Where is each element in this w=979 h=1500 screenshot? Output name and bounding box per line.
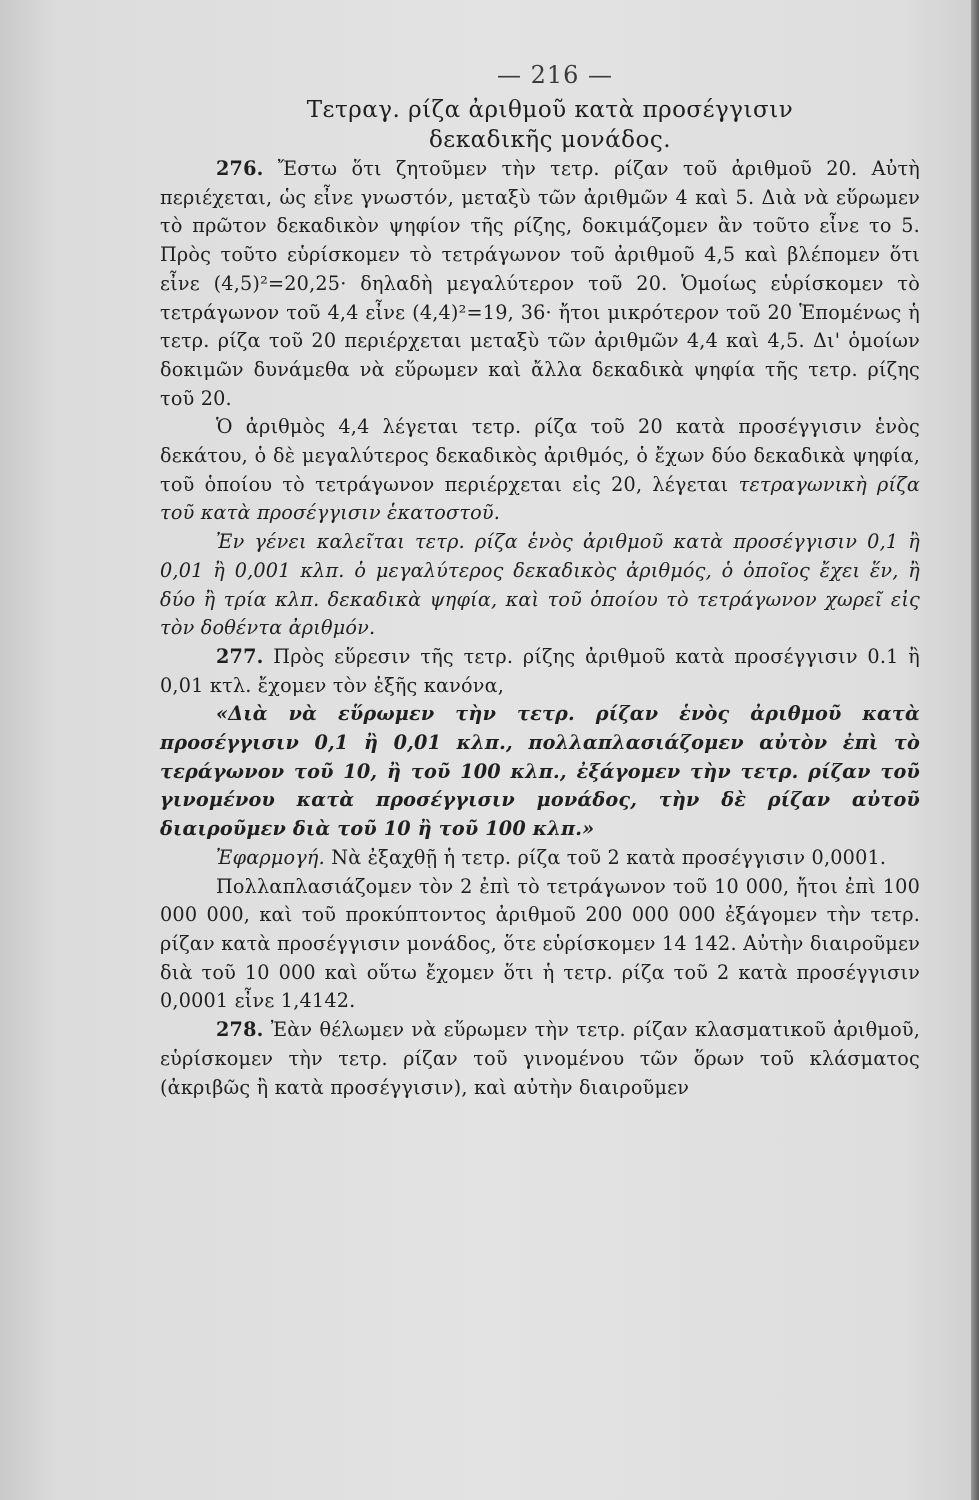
paragraph-277 xyxy=(160,643,920,700)
page-number: — 216 — xyxy=(496,61,614,89)
section-number-276: 276. xyxy=(216,157,264,180)
heading-line-2: δεκαδικῆς μονάδος. xyxy=(428,127,672,153)
page-content xyxy=(160,55,920,1102)
paragraph-276 xyxy=(160,155,920,413)
definition-term: τετραγωνικὴ ρίζα τοῦ κατὰ προσέγγισιν ἑκατοστοῦ. xyxy=(160,472,921,525)
rule-statement: «Διὰ νὰ εὕρωμεν τὴν τετρ. ρίζαν ἑνὸς ἀριθμοῦ κατὰ προσέγγισιν 0,1 ἢ 0,01 κλπ., πολλαπλασιάζομεν αὐτὸν ἐπὶ τὸ τεράγωνον τοῦ 10, ἢ τοῦ 100 κλπ., ἐξάγομεν τὴν τετρ. ρίζαν τοῦ γινομένου κατὰ προσέγγισιν μονάδος, τὴν δὲ ρίζαν αὐτοῦ διαιροῦμεν διὰ τοῦ 10 ἢ τοῦ 100 κλπ.» xyxy=(160,702,920,841)
body-text xyxy=(160,155,920,1102)
paragraph-278 xyxy=(160,1016,920,1102)
solution-paragraph: Πολλαπλασιάζομεν τὸν 2 ἐπὶ τὸ τετράγωνον τοῦ 10 000, ἤτοι ἐπὶ 100 000 000, καὶ τοῦ προκύπτοντος ἀριθμοῦ 200 000 000 ἐξάγομεν τὴν τετρ. ρίζαν κατὰ προσέγγισιν μονάδος, ὅτε εὑρίσκομεν 14 142. Αὐτὴν διαιροῦμεν διὰ τοῦ 10 000 καὶ οὕτω ἔχομεν ὅτι ἡ τετρ. ρίζα τοῦ 2 κατὰ προσέγγισιν 0,0001 εἶνε 1,4142. xyxy=(160,874,920,1013)
paragraph-276-general: Ἐν γένει καλεῖται τετρ. ρίζα ἑνὸς ἀριθμοῦ κατὰ προσέγγισιν 0,1 ἢ 0,01 ἢ 0,001 κλπ. ὁ μεγαλύτερος δεκαδικὸς ἀριθμός, ὁ ὁποῖος ἔχει ἕν, ἢ δύο ἢ τρία κλπ. δεκαδικὰ ψηφία, καὶ τοῦ ὁποίου τὸ τετράγωνον χωρεῖ εἰς τὸν δοθέντα ἀριθμόν. xyxy=(160,530,920,640)
paragraph-277-text: Πρὸς εὕρεσιν τῆς τετρ. ρίζης ἀριθμοῦ κατὰ προσέγγισιν 0.1 ἢ 0,01 κτλ. ἔχομεν τὸν ἑξῆς κανόνα, xyxy=(160,644,920,697)
section-heading xyxy=(180,95,920,155)
paragraph-278-text: Ἐὰν θέλωμεν νὰ εὕρωμεν τὴν τετρ. ρίζαν κλασματικοῦ ἀριθμοῦ, εὑρίσκομεν τὴν τετρ. ρίζαν τοῦ γινομένου τῶν ὅρων τοῦ κλάσματος (ἀκριβῶς ἢ κατὰ προσέγγισιν), καὶ αὐτὴν διαιροῦμεν xyxy=(160,1018,920,1099)
application-text: Νὰ ἐξαχθῇ ἡ τετρ. ρίζα τοῦ 2 κατὰ προσέγγισιν 0,0001. xyxy=(324,845,887,869)
paragraph-276-definition xyxy=(160,413,920,528)
section-number-277: 277. xyxy=(216,644,264,668)
heading-line-1: Τετραγ. ρίζα ἀριθμοῦ κατὰ προσέγγισιν xyxy=(306,97,794,123)
page-edge-shadow xyxy=(971,0,979,1500)
paragraph-276-text: Ἔστω ὅτι ζητοῦμεν τὴν τετρ. ρίζαν τοῦ ἀριθμοῦ 20. Αὐτὴ περιέχεται, ὡς εἶνε γνωστόν, μεταξὺ τῶν ἀριθμῶν 4 καὶ 5. Διὰ νὰ εὕρωμεν τὸ πρῶτον δεκαδικὸν ψηφίον τῆς ρίζης, δοκιμάζομεν ἂν τοῦτο εἶνε το 5. Πρὸς τοῦτο εὑρίσκομεν τὸ τετράγωνον τοῦ ἀριθμοῦ 4,5 καὶ βλέπομεν ὅτι εἶνε (4,5)²=20,25· δηλαδὴ μεγαλύτερον τοῦ 20. Ὁμοίως εὑρίσκομεν τὸ τετράγωνον τοῦ 4,4 εἶνε (4,4)²=19, 36· ἤτοι μικρότερον τοῦ 20 Ἑπομένως ἡ τετρ. ρίζα τοῦ 20 περιέρχεται μεταξὺ τῶν ἀριθμῶν 4,4 καὶ 4,5. Δι' ὁμοίων δοκιμῶν δυνάμεθα νὰ εὕρωμεν καὶ ἄλλα δεκαδικὰ ψηφία τῆς τετρ. ρίζης τοῦ 20. xyxy=(160,157,920,410)
section-number-278: 278. xyxy=(216,1018,264,1042)
application-label: Ἐφαρμογή. xyxy=(216,845,325,869)
application-paragraph xyxy=(160,844,920,873)
definition-text: Ὁ ἀριθμὸς 4,4 λέγεται τετρ. ρίζα τοῦ 20 κατὰ προσέγγισιν ἑνὸς δεκάτου, ὁ δὲ μεγαλύτερος δεκαδικὸς ἀριθμός, ὁ ἔχων δύο δεκαδικὰ ψηφία, τοῦ ὁποίου τὸ τετράγωνον περιέρχεται εἰς 20, λέγεται xyxy=(160,415,920,496)
